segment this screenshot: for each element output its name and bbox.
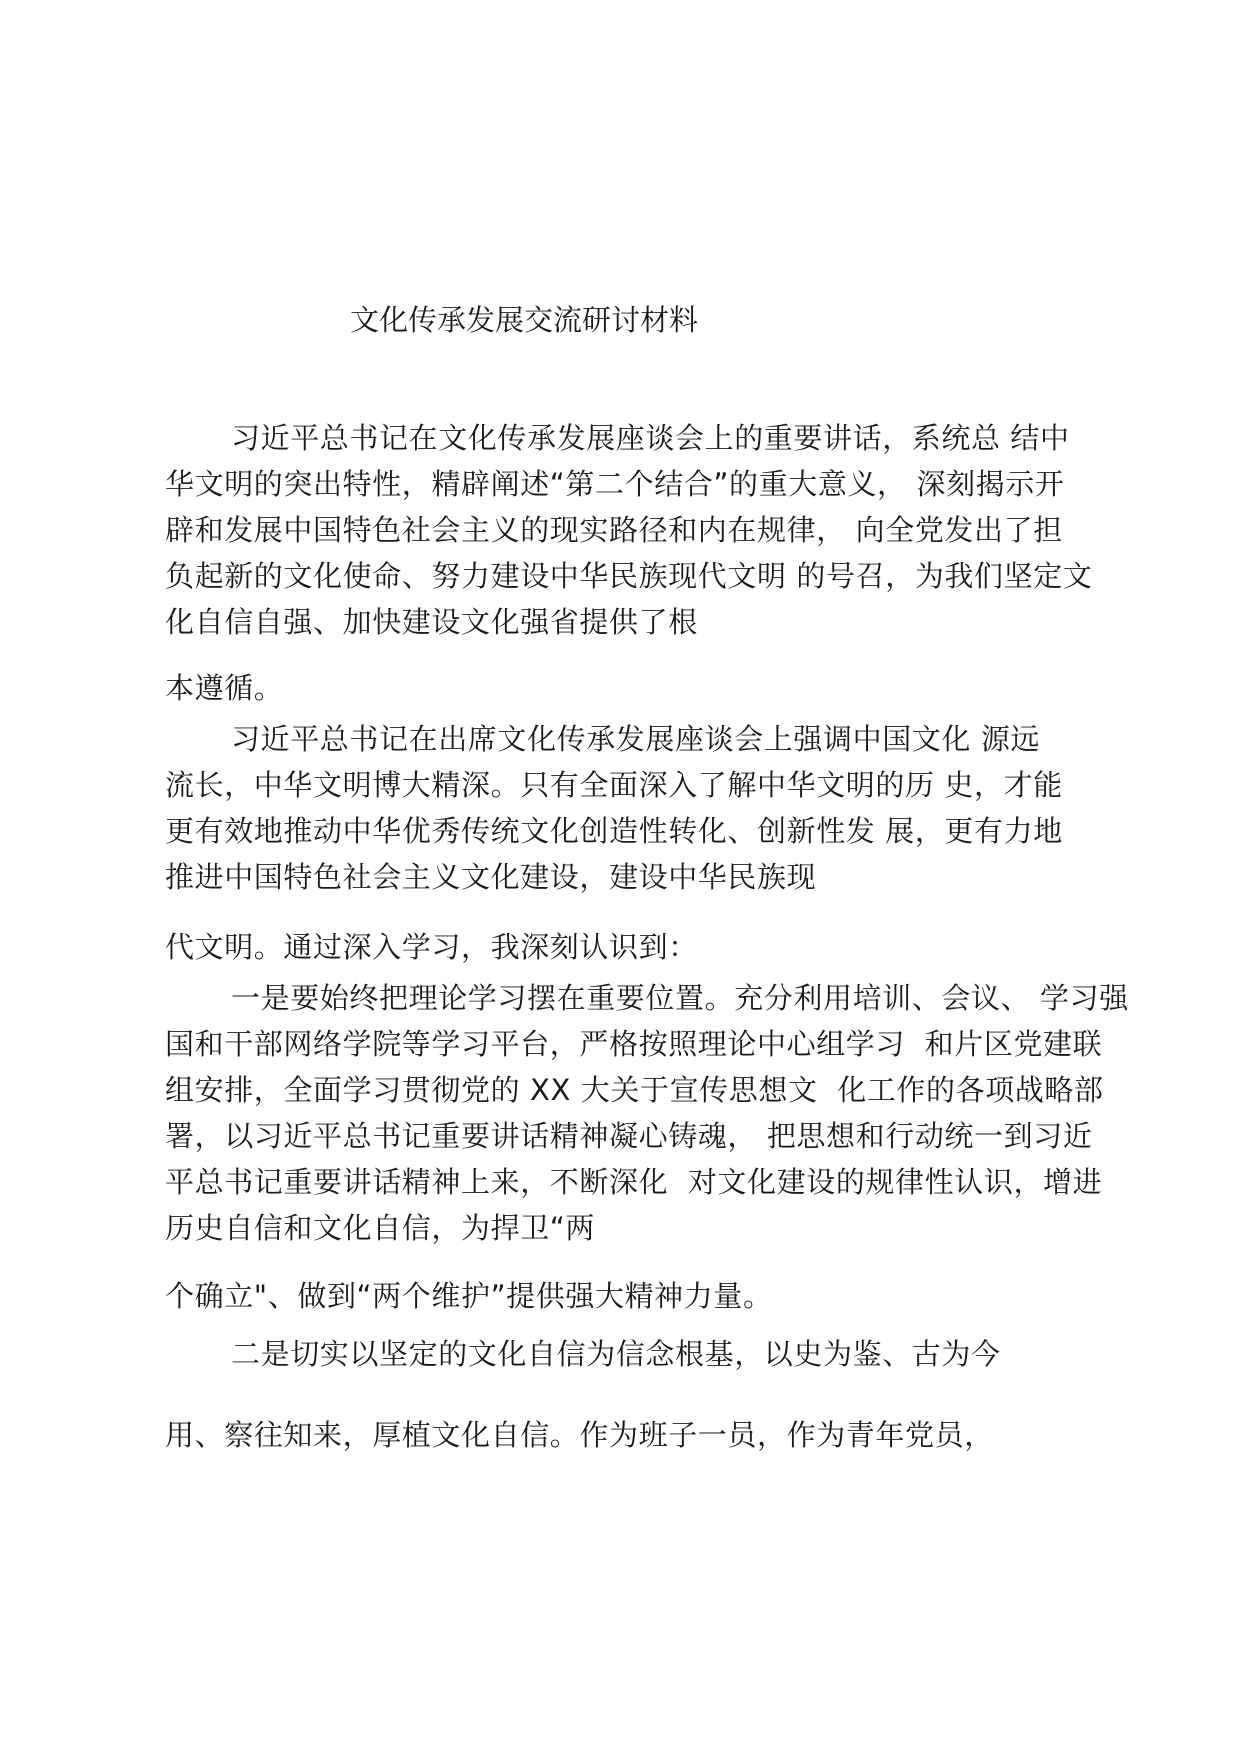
paragraph-1-line-6: 本遵循。 xyxy=(165,671,284,705)
paragraph-2-line-4: 推进中国特色社会主义文化建设，建设中华民族现 xyxy=(165,860,817,894)
document-title: 文化传承发展交流研讨材料 xyxy=(350,303,699,337)
paragraph-2-line-1: 习近平总书记在出席文化传承发展座谈会上强调中国文化 源远 xyxy=(231,722,1041,756)
paragraph-3-line-2: 国和干部网络学院等学习平台，严格按照理论中心组学习 和片区党建联 xyxy=(165,1027,1103,1061)
paragraph-2-line-3: 更有效地推动中华优秀传统文化创造性转化、创新性发 展，更有力地 xyxy=(165,814,1063,848)
paragraph-2-line-2: 流长，中华文明博大精深。只有全面深入了解中华文明的历 史，才能 xyxy=(165,768,1063,802)
paragraph-1-line-5: 化自信自强、加快建设文化强省提供了根 xyxy=(165,605,698,639)
paragraph-1-line-2: 华文明的突出特性，精辟阐述“第二个结合”的重大意义， 深刻揭示开 xyxy=(165,467,1065,501)
paragraph-3-line-6: 历史自信和文化自信，为捍卫“两 xyxy=(165,1211,596,1245)
paragraph-2-line-5: 代文明。通过深入学习，我深刻认识到： xyxy=(165,930,698,964)
paragraph-3-line-5: 平总书记重要讲话精神上来，不断深化 对文化建设的规律性认识，增进 xyxy=(165,1165,1103,1199)
paragraph-3-line-7: 个确立"、做到“两个维护”提供强大精神力量。 xyxy=(165,1279,773,1313)
paragraph-4-line-2: 用、察往知来，厚植文化自信。作为班子一员，作为青年党员， xyxy=(165,1418,994,1452)
paragraph-1-line-4: 负起新的文化使命、努力建设中华民族现代文明 的号召，为我们坚定文 xyxy=(165,559,1093,593)
paragraph-4-line-1: 二是切实以坚定的文化自信为信念根基，以史为鉴、古为今 xyxy=(231,1337,1001,1371)
paragraph-1-line-3: 辟和发展中国特色社会主义的现实路径和内在规律， 向全党发出了担 xyxy=(165,513,1063,547)
paragraph-3-line-1: 一是要始终把理论学习摆在重要位置。充分利用培训、会议、 学习强 xyxy=(231,981,1129,1015)
paragraph-1-line-1: 习近平总书记在文化传承发展座谈会上的重要讲话，系统总 结中 xyxy=(231,421,1070,455)
paragraph-3-line-4: 署，以习近平总书记重要讲话精神凝心铸魂， 把思想和行动统一到习近 xyxy=(165,1119,1093,1153)
paragraph-3-line-3: 组安排，全面学习贯彻党的 XX 大关于宣传思想文 化工作的各项战略部 xyxy=(165,1073,1104,1107)
